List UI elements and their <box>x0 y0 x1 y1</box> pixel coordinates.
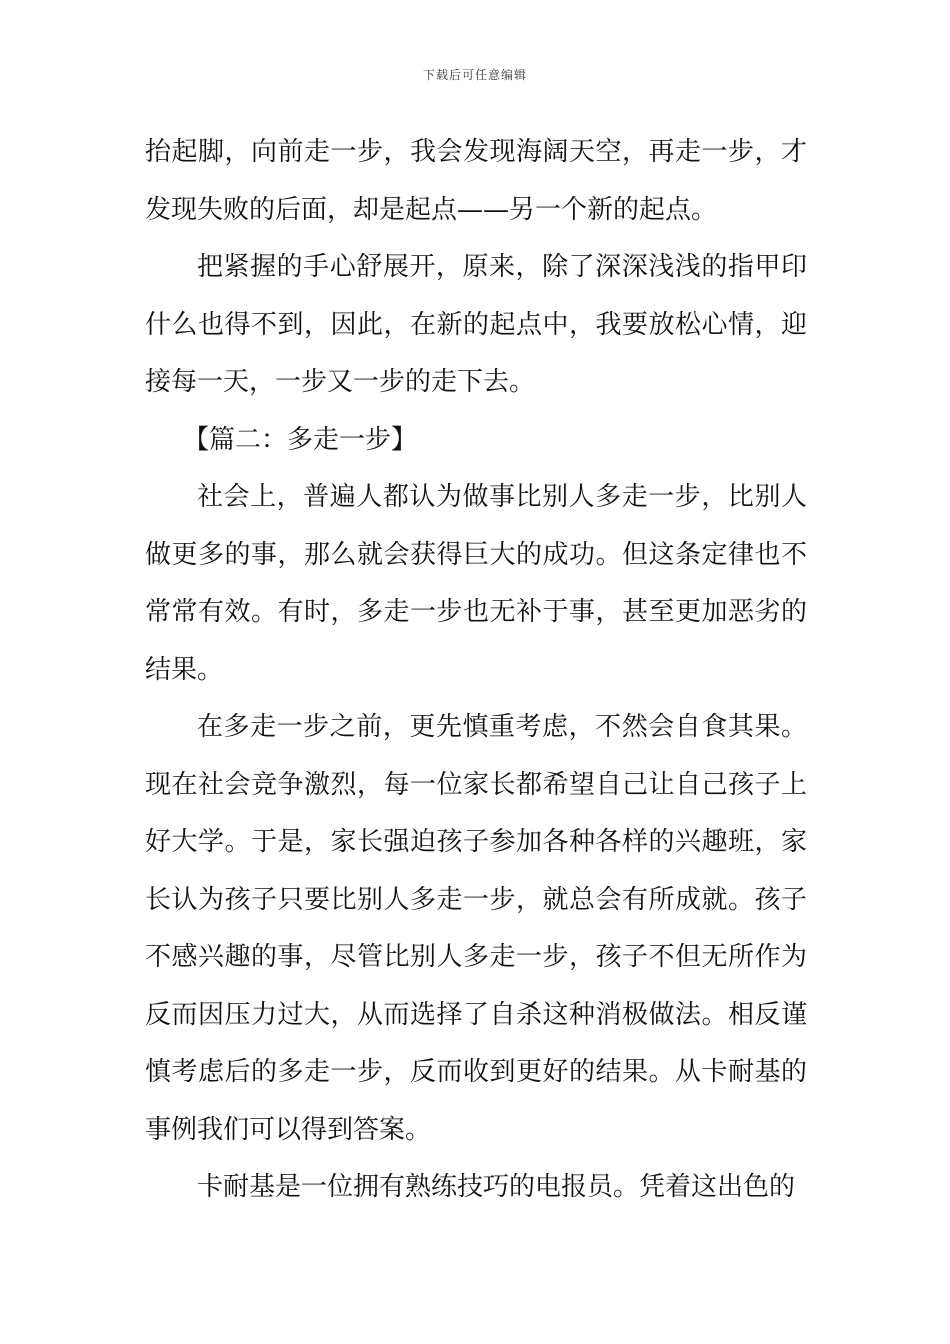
paragraph-2: 把紧握的手心舒展开，原来，除了深深浅浅的指甲印什么也得不到，因此，在新的起点中，我要放松心情，迎接每一天，一步又一步的走下去。 <box>145 252 807 397</box>
paragraph-5: 卡耐基是一位拥有熟练技巧的电报员。凭着这出色的 <box>197 1172 796 1202</box>
section-title: 【篇二：多走一步】 <box>183 424 418 455</box>
paragraph-1: 抬起脚，向前走一步，我会发现海阔天空，再走一步，才发现失败的后面，却是起点——另一个新的起点。 <box>145 137 807 225</box>
paragraph-4: 在多走一步之前，更先慎重考虑，不然会自食其果。现在社会竞争激烈，每一位家长都希望自己让自己孩子上好大学。于是，家长强迫孩子参加各种各样的兴趣班，家长认为孩子只要比别人多走一步，就总会有所成就。孩子不感兴趣的事，尽管比别人多走一步，孩子不但无所作为反而因压力过大，从而选择了自杀这种消极做法。相反谨慎考虑后的多走一步，反而收到更好的结果。从卡耐基的事例我们可以得到答案。 <box>145 712 807 1145</box>
document-body <box>145 124 807 1217</box>
paragraph-3: 社会上，普遍人都认为做事比别人多走一步，比别人做更多的事，那么就会获得巨大的成功。但这条定律也不常常有效。有时，多走一步也无补于事，甚至更加恶劣的结果。 <box>145 482 807 685</box>
page-header: 下载后可任意编辑 <box>422 68 527 82</box>
